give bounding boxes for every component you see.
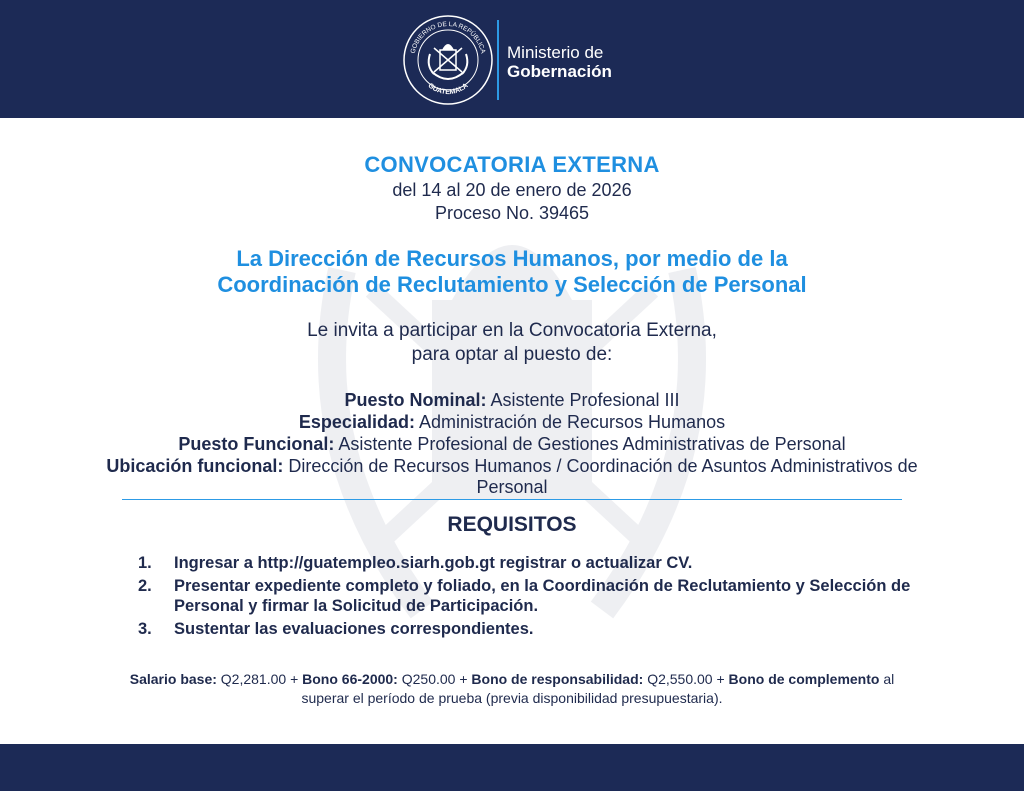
field-functional-label: Puesto Funcional: xyxy=(178,434,335,454)
requirements-list xyxy=(138,553,938,642)
list-item-text: Presentar expediente completo y foliado, en la Coordinación de Reclutamiento y Selección de Personal y firmar la Solicitud de Participación. xyxy=(174,577,911,615)
notice-title: CONVOCATORIA EXTERNA xyxy=(364,152,660,177)
list-item-number: 2. xyxy=(138,577,152,595)
footer-bar xyxy=(0,744,1024,791)
guatempleo-link[interactable]: http://guatempleo.siarh.gob.gt xyxy=(257,554,495,572)
headline-line-1: La Dirección de Recursos Humanos, por medio de la xyxy=(236,246,788,271)
invite-line-2: para optar al puesto de: xyxy=(411,344,613,365)
list-item xyxy=(138,553,938,573)
svg-text:GUATEMALA xyxy=(427,82,470,96)
list-item xyxy=(138,576,938,616)
seal-text-bottom: GUATEMALA xyxy=(426,82,470,97)
list-item-number: 3. xyxy=(138,620,152,638)
field-functional xyxy=(0,434,1024,455)
brand-line-2: Gobernación xyxy=(507,62,612,81)
bono1-label: Bono 66-2000: xyxy=(302,671,398,687)
process-number: Proceso No. 39465 xyxy=(434,203,590,223)
salary-info xyxy=(112,670,912,708)
brand-line-1: Ministerio de xyxy=(507,43,604,62)
coat-of-arms-icon xyxy=(402,14,494,106)
bono2-value: Q2,550.00 + xyxy=(643,671,729,687)
salary-base-value: Q2,281.00 + xyxy=(216,671,303,687)
seal-text-top: GOBIERNO DE LA REPÚBLICA xyxy=(409,20,487,55)
list-item-number: 1. xyxy=(138,554,152,572)
brand-divider xyxy=(497,20,499,100)
notice-dates: del 14 al 20 de enero de 2026 xyxy=(392,180,632,200)
field-specialty-label: Especialidad: xyxy=(298,412,415,432)
bono3-value: al superar el período de prueba (previa disponibilidad presupuestaria). xyxy=(301,671,895,706)
invite-line-1: Le invita a participar en la Convocatoria Externa, xyxy=(307,320,717,341)
section-divider xyxy=(122,499,902,500)
field-location xyxy=(100,456,924,498)
list-item-text: Ingresar a xyxy=(174,554,258,572)
field-specialty-value: Administración de Recursos Humanos xyxy=(414,412,726,432)
header-bar xyxy=(0,0,1024,118)
field-nominal-value: Asistente Profesional III xyxy=(486,390,680,410)
field-location-value: Dirección de Recursos Humanos / Coordinación de Asuntos Administrativos de Personal xyxy=(283,456,918,497)
bono2-label: Bono de responsabilidad: xyxy=(471,671,644,687)
bono3-label: Bono de complemento xyxy=(728,671,880,687)
requirements-title: REQUISITOS xyxy=(447,513,577,536)
field-nominal xyxy=(0,390,1024,411)
headline-line-2: Coordinación de Reclutamiento y Selección de Personal xyxy=(217,272,807,297)
list-item-text: registrar o actualizar CV. xyxy=(494,554,693,572)
salary-base-label: Salario base: xyxy=(129,671,217,687)
field-functional-value: Asistente Profesional de Gestiones Administrativas de Personal xyxy=(334,434,846,454)
list-item xyxy=(138,619,938,639)
field-nominal-label: Puesto Nominal: xyxy=(344,390,487,410)
bono1-value: Q250.00 + xyxy=(397,671,472,687)
field-location-label: Ubicación funcional: xyxy=(106,456,284,476)
list-item-text: Sustentar las evaluaciones correspondientes. xyxy=(174,620,534,638)
field-specialty xyxy=(0,412,1024,433)
